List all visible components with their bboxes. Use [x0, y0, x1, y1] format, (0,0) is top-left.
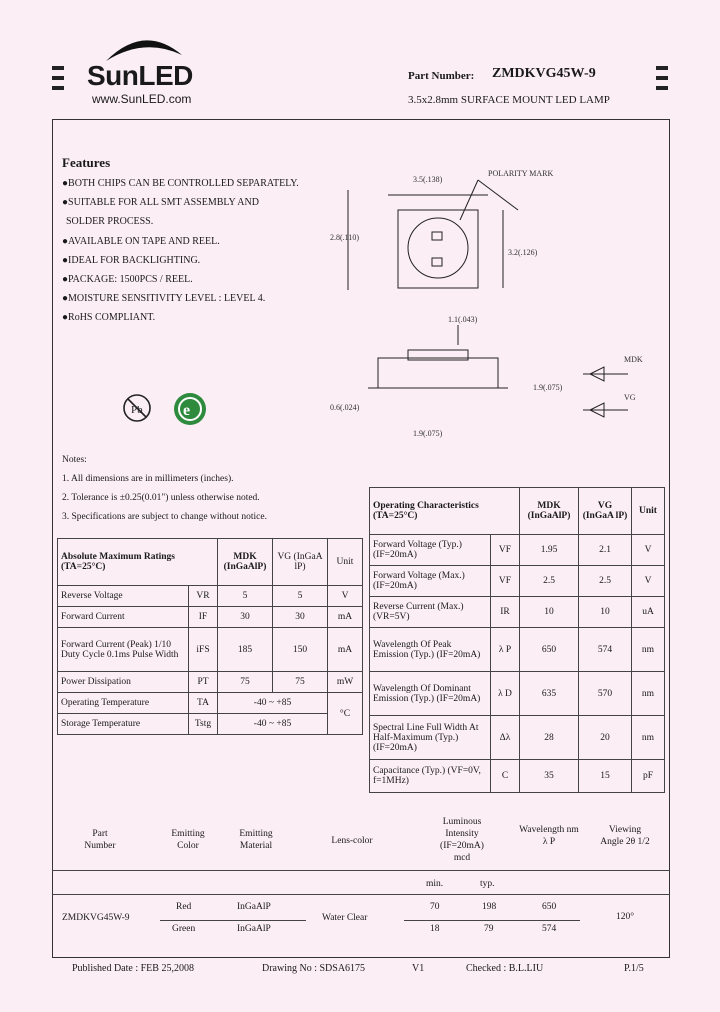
abs-max-param: Forward Current (Peak) 1/10 Duty Cycle 0.1ms Pulse Width — [58, 628, 189, 672]
op-char-unit: nm — [632, 716, 665, 760]
table-row — [370, 566, 665, 597]
op-char-col-unit: Unit — [632, 488, 665, 535]
pin-label-vg: VG — [624, 393, 636, 402]
dim-side-b-label: 3.2(.126) — [508, 248, 538, 257]
op-char-param: Capacitance (Typ.) (VF=0V, f=1MHz) — [370, 760, 491, 793]
lens-divider — [52, 894, 670, 895]
part-number-label: Part Number: — [408, 70, 475, 82]
part-number: ZMDKVG45W-9 — [492, 66, 596, 81]
dim-side-a-label: 2.8(.110) — [330, 233, 360, 242]
lens-row-divider — [404, 920, 580, 921]
abs-max-symbol: iFS — [189, 628, 218, 672]
abs-max-unit: V — [328, 586, 363, 607]
footer-drawing: Drawing No : SDSA6175 — [262, 963, 366, 974]
op-char-symbol: λ P — [491, 628, 520, 672]
table-row — [52, 924, 670, 940]
op-char-param: Wavelength Of Peak Emission (Typ.) (IF=20mA) — [370, 628, 491, 672]
abs-max-param: Reverse Voltage — [58, 586, 189, 607]
lens-row-color: Red — [176, 902, 192, 912]
table-row — [58, 693, 363, 714]
abs-max-range: -40 ~ +85 — [218, 693, 328, 714]
notes-title: Notes: — [62, 455, 87, 465]
footer-page: P.1/5 — [624, 963, 644, 974]
feature-item: ●IDEAL FOR BACKLIGHTING. — [62, 254, 201, 266]
lens-row-divider — [160, 920, 306, 921]
lens-row-wl: 574 — [542, 924, 557, 934]
op-char-param: Reverse Current (Max.) (VR=5V) — [370, 597, 491, 628]
footer-published: Published Date : FEB 25,2008 — [72, 963, 194, 974]
abs-max-unit: mA — [328, 628, 363, 672]
op-char-vg: 20 — [579, 716, 632, 760]
op-char-vg: 2.5 — [579, 566, 632, 597]
table-row — [370, 760, 665, 793]
abs-max-symbol: TA — [189, 693, 218, 714]
lens-header-min: min. — [426, 879, 444, 889]
table-row — [370, 535, 665, 566]
lens-angle-value: 120° — [616, 912, 635, 922]
lens-header-material: Emitting Material — [239, 829, 273, 851]
dim-top-label: 3.5(.138) — [413, 175, 443, 184]
abs-max-col-unit: Unit — [328, 539, 363, 586]
abs-max-col-mdk: MDK (InGaAlP) — [218, 539, 273, 586]
logo-url: www.SunLED.com — [92, 92, 192, 106]
op-char-mdk: 10 — [520, 597, 579, 628]
left-bar-marks — [52, 66, 66, 96]
op-char-param: Forward Voltage (Typ.) (IF=20mA) — [370, 535, 491, 566]
lens-divider — [52, 870, 670, 871]
feature-item: ●PACKAGE: 1500PCS / REEL. — [62, 274, 193, 286]
lens-color-value: Water Clear — [322, 913, 368, 923]
abs-max-unit: mA — [328, 607, 363, 628]
lens-row-typ: 198 — [482, 902, 497, 912]
note-item: 1. All dimensions are in millimeters (inches). — [62, 474, 234, 484]
dim-height-label: 0.6(.024) — [330, 403, 360, 412]
abs-max-mdk: 30 — [218, 607, 273, 628]
op-char-param: Forward Voltage (Max.) (IF=20mA) — [370, 566, 491, 597]
lens-header-lens: Lens-color — [331, 836, 373, 846]
abs-max-header — [58, 539, 218, 586]
note-item: 2. Tolerance is ±0.25(0.01") unless otherwise noted. — [62, 493, 260, 503]
op-char-mdk: 2.5 — [520, 566, 579, 597]
feature-item: ●AVAILABLE ON TAPE AND REEL. — [62, 235, 220, 247]
pb-free-icon — [121, 392, 153, 424]
logo-arc-icon — [104, 33, 184, 63]
op-char-unit: V — [632, 535, 665, 566]
note-item: 3. Specifications are subject to change without notice. — [62, 512, 267, 522]
op-char-header — [370, 488, 520, 535]
op-char-unit: nm — [632, 672, 665, 716]
table-row — [370, 672, 665, 716]
table-row — [52, 902, 670, 918]
op-char-condition: (TA=25°C) — [373, 511, 418, 521]
op-char-symbol: λ D — [491, 672, 520, 716]
op-char-table — [369, 487, 665, 793]
abs-max-condition: (TA=25°C) — [61, 562, 106, 572]
dim-right-label: 1.9(.075) — [533, 383, 563, 392]
dim-bottom-label: 1.9(.075) — [413, 429, 443, 438]
polarity-mark-label: POLARITY MARK — [488, 169, 554, 178]
abs-max-param: Storage Temperature — [58, 714, 189, 735]
op-char-unit: V — [632, 566, 665, 597]
op-char-title: Operating Characteristics — [373, 501, 479, 511]
abs-max-mdk: 5 — [218, 586, 273, 607]
logo-text: SunLED — [87, 60, 193, 91]
op-char-symbol: VF — [491, 566, 520, 597]
table-row — [370, 716, 665, 760]
lens-header-wavelength: Wavelength nm λ P — [519, 825, 579, 847]
lens-row-min: 70 — [430, 902, 440, 912]
lens-table — [52, 810, 670, 950]
op-char-col-mdk: MDK (InGaAlP) — [520, 488, 579, 535]
op-char-symbol: Δλ — [491, 716, 520, 760]
table-row — [58, 607, 363, 628]
eco-icon — [172, 391, 208, 427]
abs-max-vg: 150 — [273, 628, 328, 672]
op-char-mdk: 1.95 — [520, 535, 579, 566]
abs-max-vg: 75 — [273, 672, 328, 693]
feature-item: SOLDER PROCESS. — [66, 216, 154, 228]
abs-max-range: -40 ~ +85 — [218, 714, 328, 735]
abs-max-table — [57, 538, 363, 735]
footer-version: V1 — [412, 963, 425, 974]
svg-text:Pb: Pb — [131, 404, 143, 416]
pin-label-mdk: MDK — [624, 355, 643, 364]
dim-top2-label: 1.1(.043) — [448, 315, 478, 324]
op-char-vg: 570 — [579, 672, 632, 716]
op-char-param: Spectral Line Full Width At Half-Maximum (Typ.) (IF=20mA) — [370, 716, 491, 760]
lens-part-number: ZMDKVG45W-9 — [62, 913, 130, 923]
abs-max-param: Power Dissipation — [58, 672, 189, 693]
abs-max-mdk: 185 — [218, 628, 273, 672]
op-char-symbol: IR — [491, 597, 520, 628]
lens-row-wl: 650 — [542, 902, 557, 912]
lens-header-typ: typ. — [480, 879, 495, 889]
abs-max-symbol: PT — [189, 672, 218, 693]
abs-max-unit: °C — [328, 693, 363, 735]
op-char-mdk: 28 — [520, 716, 579, 760]
op-char-unit: uA — [632, 597, 665, 628]
op-char-vg: 2.1 — [579, 535, 632, 566]
notes-block — [62, 451, 267, 527]
lens-header-angle: Viewing Angle 2θ 1/2 — [600, 825, 650, 847]
op-char-vg: 10 — [579, 597, 632, 628]
lens-row-material: InGaAlP — [237, 902, 271, 912]
feature-item: ●BOTH CHIPS CAN BE CONTROLLED SEPARATELY. — [62, 178, 299, 189]
op-char-mdk: 35 — [520, 760, 579, 793]
lens-header-part: Part Number — [84, 829, 116, 851]
lens-row-min: 18 — [430, 924, 440, 934]
abs-max-col-vg: VG (InGaA lP) — [273, 539, 328, 586]
lens-row-material: InGaAlP — [237, 924, 271, 934]
table-row — [58, 628, 363, 672]
table-row — [370, 597, 665, 628]
op-char-col-vg: VG (InGaA lP) — [579, 488, 632, 535]
table-row — [58, 714, 363, 735]
table-row — [370, 628, 665, 672]
op-char-vg: 15 — [579, 760, 632, 793]
features-list — [62, 174, 342, 328]
op-char-param: Wavelength Of Dominant Emission (Typ.) (IF=20mA) — [370, 672, 491, 716]
abs-max-unit: mW — [328, 672, 363, 693]
footer-checked: Checked : B.L.LIU — [466, 963, 544, 974]
part-description: 3.5x2.8mm SURFACE MOUNT LED LAMP — [408, 94, 610, 106]
feature-item: ●MOISTURE SENSITIVITY LEVEL : LEVEL 4. — [62, 293, 266, 305]
lens-row-typ: 79 — [484, 924, 494, 934]
abs-max-param: Forward Current — [58, 607, 189, 628]
op-char-unit: pF — [632, 760, 665, 793]
abs-max-vg: 30 — [273, 607, 328, 628]
abs-max-symbol: VR — [189, 586, 218, 607]
features-title: Features — [62, 155, 111, 170]
op-char-vg: 574 — [579, 628, 632, 672]
svg-text:e: e — [183, 402, 191, 419]
abs-max-title: Absolute Maximum Ratings — [61, 552, 176, 562]
right-bar-marks — [656, 66, 670, 96]
table-row — [58, 672, 363, 693]
feature-item: ●RoHS COMPLIANT. — [62, 312, 156, 324]
table-row — [58, 586, 363, 607]
lens-header-intensity: Luminous Intensity (IF=20mA) mcd — [440, 817, 484, 863]
abs-max-symbol: Tstg — [189, 714, 218, 735]
abs-max-mdk: 75 — [218, 672, 273, 693]
op-char-mdk: 635 — [520, 672, 579, 716]
feature-item: ●SUITABLE FOR ALL SMT ASSEMBLY AND — [62, 197, 259, 209]
lens-row-color: Green — [172, 924, 196, 934]
abs-max-vg: 5 — [273, 586, 328, 607]
op-char-symbol: VF — [491, 535, 520, 566]
op-char-mdk: 650 — [520, 628, 579, 672]
op-char-unit: nm — [632, 628, 665, 672]
abs-max-symbol: IF — [189, 607, 218, 628]
package-drawing — [328, 160, 668, 445]
abs-max-param: Operating Temperature — [58, 693, 189, 714]
lens-header-color: Emitting Color — [171, 829, 205, 851]
op-char-symbol: C — [491, 760, 520, 793]
